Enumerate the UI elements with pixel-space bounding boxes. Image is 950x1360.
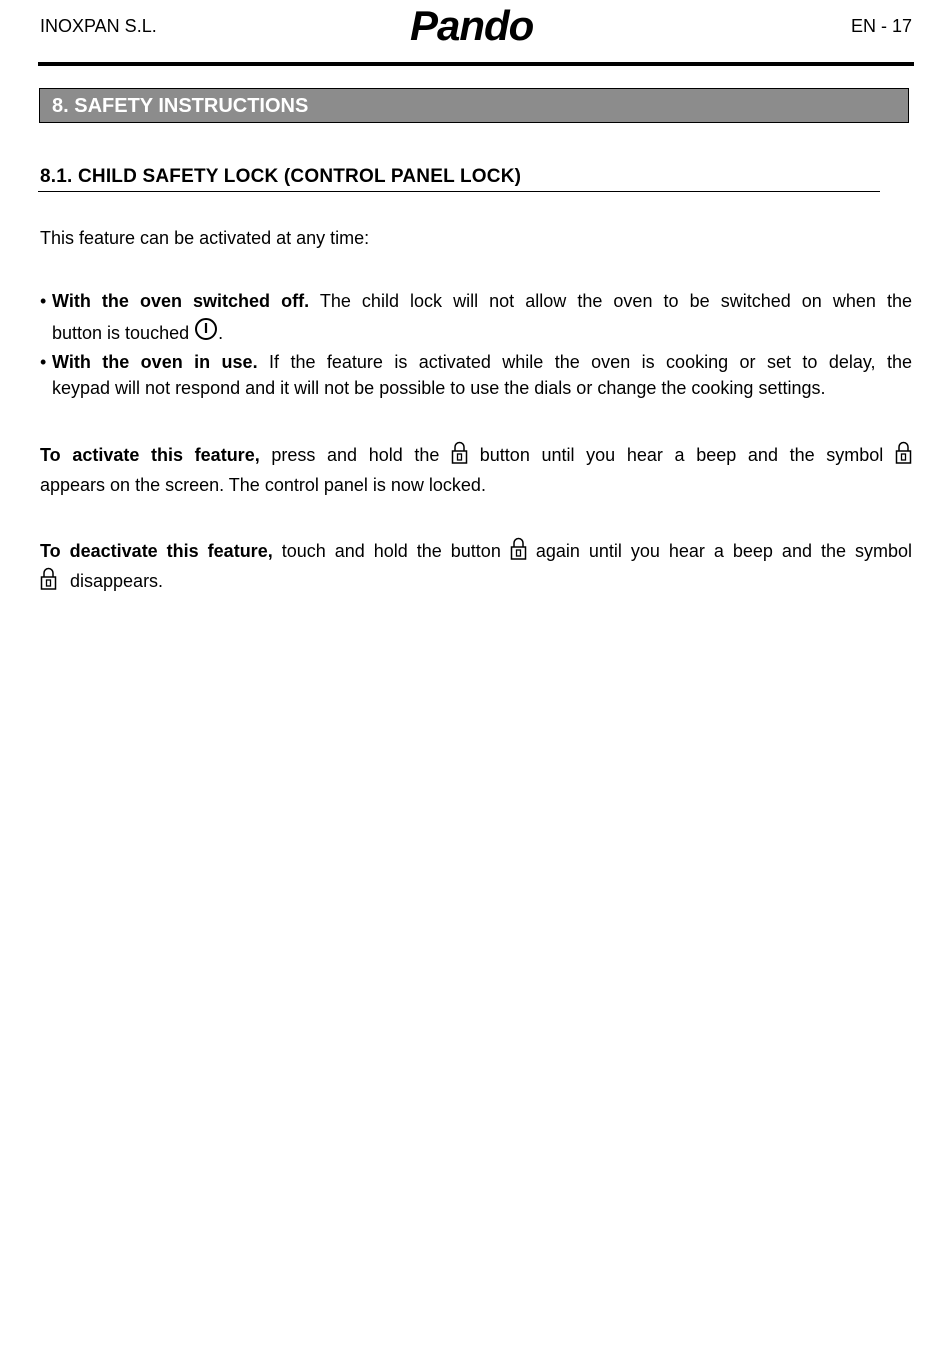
lock-icon	[451, 441, 468, 465]
bullet-marker: •	[40, 291, 47, 311]
lock-icon	[40, 567, 57, 591]
company-name: INOXPAN S.L.	[40, 16, 157, 36]
deactivate-line	[40, 536, 912, 566]
bullet-item	[40, 349, 912, 401]
bullet-item	[40, 288, 912, 346]
deactivate-line	[40, 566, 912, 596]
bullet-text: If the feature is activated while the oven is cooking or set to delay, the	[257, 352, 912, 372]
bullet-line	[52, 375, 912, 401]
section-bar	[39, 88, 909, 123]
bullet-text: keypad will not respond and it will not be possible to use the dials or change the cooking settings.	[52, 378, 826, 398]
subsection-underline	[38, 191, 880, 192]
activate-bold: To activate this feature,	[40, 445, 260, 465]
deactivate-paragraph	[40, 536, 912, 596]
lock-icon	[895, 441, 912, 465]
bullet-text: The child lock will not allow the oven to be switched on when the	[309, 291, 912, 311]
activate-line	[40, 440, 912, 470]
activate-text: button until you hear a beep and the symbol	[468, 445, 884, 465]
deactivate-text: touch and hold the button	[272, 541, 501, 561]
bullet-line	[52, 320, 912, 346]
power-icon	[194, 317, 218, 341]
activate-line	[40, 470, 912, 500]
bullet-text: button is touched	[52, 323, 190, 343]
deactivate-text: disappears.	[65, 571, 164, 591]
intro-text: This feature can be activated at any time:	[40, 228, 370, 248]
bullet-bold: With the oven in use.	[52, 352, 258, 372]
bullet-marker: •	[40, 352, 47, 372]
brand-logo: Pando	[410, 2, 534, 49]
bullet-line	[52, 288, 912, 314]
deactivate-bold: To deactivate this feature,	[40, 541, 273, 561]
subsection-title: 8.1. CHILD SAFETY LOCK (CONTROL PANEL LOCK)	[40, 166, 522, 187]
activate-text: press and hold the	[259, 445, 440, 465]
bullet-text-end: .	[218, 323, 224, 343]
header-divider	[38, 62, 914, 66]
deactivate-text: again until you hear a beep and the symbol	[526, 541, 912, 561]
activate-paragraph	[40, 440, 912, 500]
bullet-line	[52, 349, 912, 375]
section-title: 8. SAFETY INSTRUCTIONS	[52, 95, 309, 117]
activate-text: appears on the screen. The control panel is now locked.	[40, 475, 486, 495]
page-number: EN - 17	[850, 16, 912, 36]
lock-icon	[510, 537, 527, 561]
bullet-bold: With the oven switched off.	[52, 291, 310, 311]
